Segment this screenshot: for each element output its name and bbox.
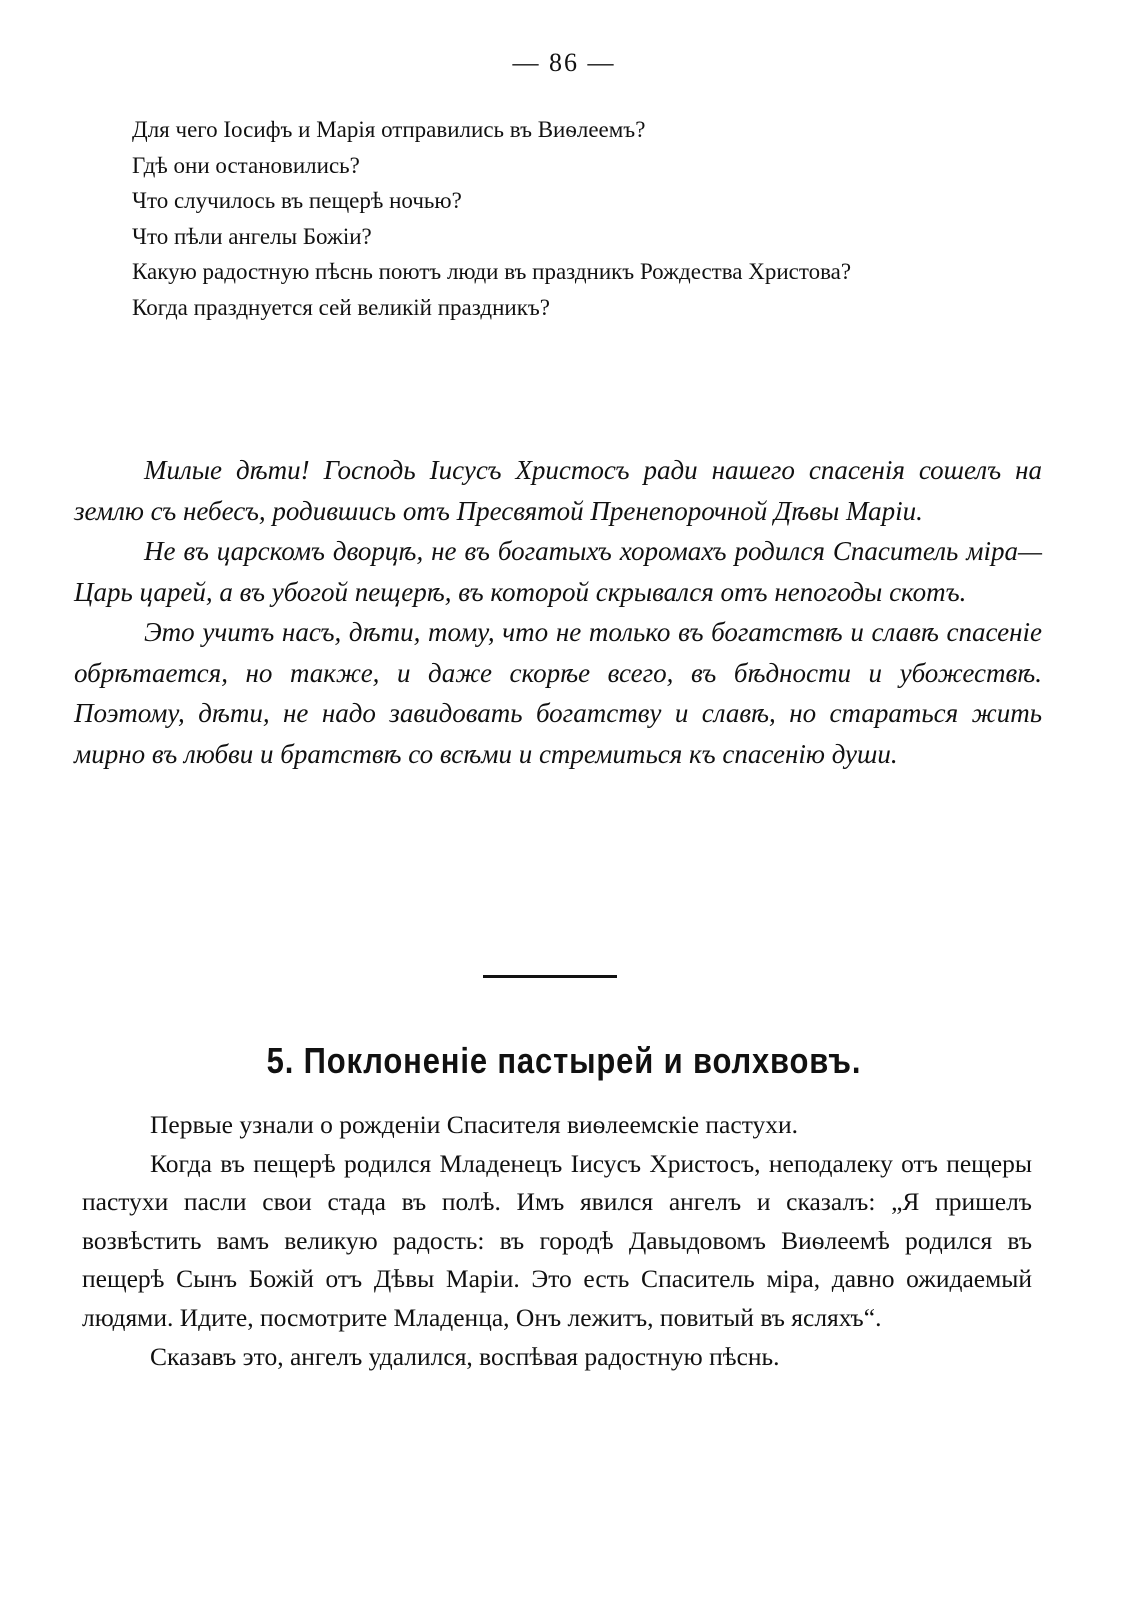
page-number: — 86 —	[512, 48, 616, 77]
moral-paragraph-2: Не въ царскомъ дворцѣ, не въ богатыхъ хоромахъ родился Спаситель міра—Царь царей, а въ убогой пещерѣ, въ которой скрывался отъ непогоды скотъ.	[74, 536, 1042, 607]
question-6: Когда празднуется сей великій праздникъ?	[132, 294, 550, 320]
question-5: Какую радостную пѣснь поютъ люди въ праздникъ Рождества Христова?	[132, 259, 852, 284]
body-paragraph-2: Когда въ пещерѣ родился Младенецъ Іисусъ Христосъ, неподалеку отъ пещеры пастухи пасли свои стада въ полѣ. Имъ явился ангелъ и сказалъ: „Я пришелъ возвѣстить вамъ великую радость: въ городѣ Давыдовомъ Виѳлеемѣ родился въ пещерѣ Сынъ Божій отъ Дѣвы Маріи. Это есть Спаситель міра, давно ожидаемый людями. Идите, посмотрите Младенца, Онъ лежитъ, повитый въ ясляхъ“.	[82, 1148, 1032, 1332]
body-paragraph-1: Первые узнали о рожденіи Спасителя виѳлеемскіе пастухи.	[150, 1110, 799, 1139]
section-title: 5. Поклоненіе пастырей и волхвовъ.	[266, 1040, 862, 1081]
question-2: Гдѣ они остановились?	[132, 152, 360, 178]
section-divider	[483, 975, 617, 978]
body-paragraph-3: Сказавъ это, ангелъ удалился, воспѣвая радостную пѣснь.	[150, 1341, 780, 1371]
question-1: Для чего Іосифъ и Марія отправились въ Виѳлеемъ?	[132, 117, 646, 142]
review-questions	[132, 112, 1032, 325]
moral-paragraph-1: Милые дѣти! Господь Іисусъ Христосъ ради нашего спасенія сошелъ на землю съ небесъ, родившись отъ Пресвятой Пренепорочной Дѣвы Маріи.	[74, 455, 1042, 526]
moral-lesson	[74, 450, 1042, 774]
question-3: Что случилось въ пещерѣ ночью?	[132, 188, 462, 213]
question-4: Что пѣли ангелы Божіи?	[132, 223, 372, 249]
section-body	[82, 1106, 1032, 1376]
moral-paragraph-3: Это учитъ насъ, дѣти, тому, что не только въ богатствѣ и славѣ спасеніе обрѣтается, но также, и даже скорѣе всего, въ бѣдности и убожествѣ. Поэтому, дѣти, не надо завидовать богатству и славѣ, но стараться жить мирно въ любви и братствѣ со всѣми и стремиться къ спасенію души.	[74, 617, 1042, 769]
